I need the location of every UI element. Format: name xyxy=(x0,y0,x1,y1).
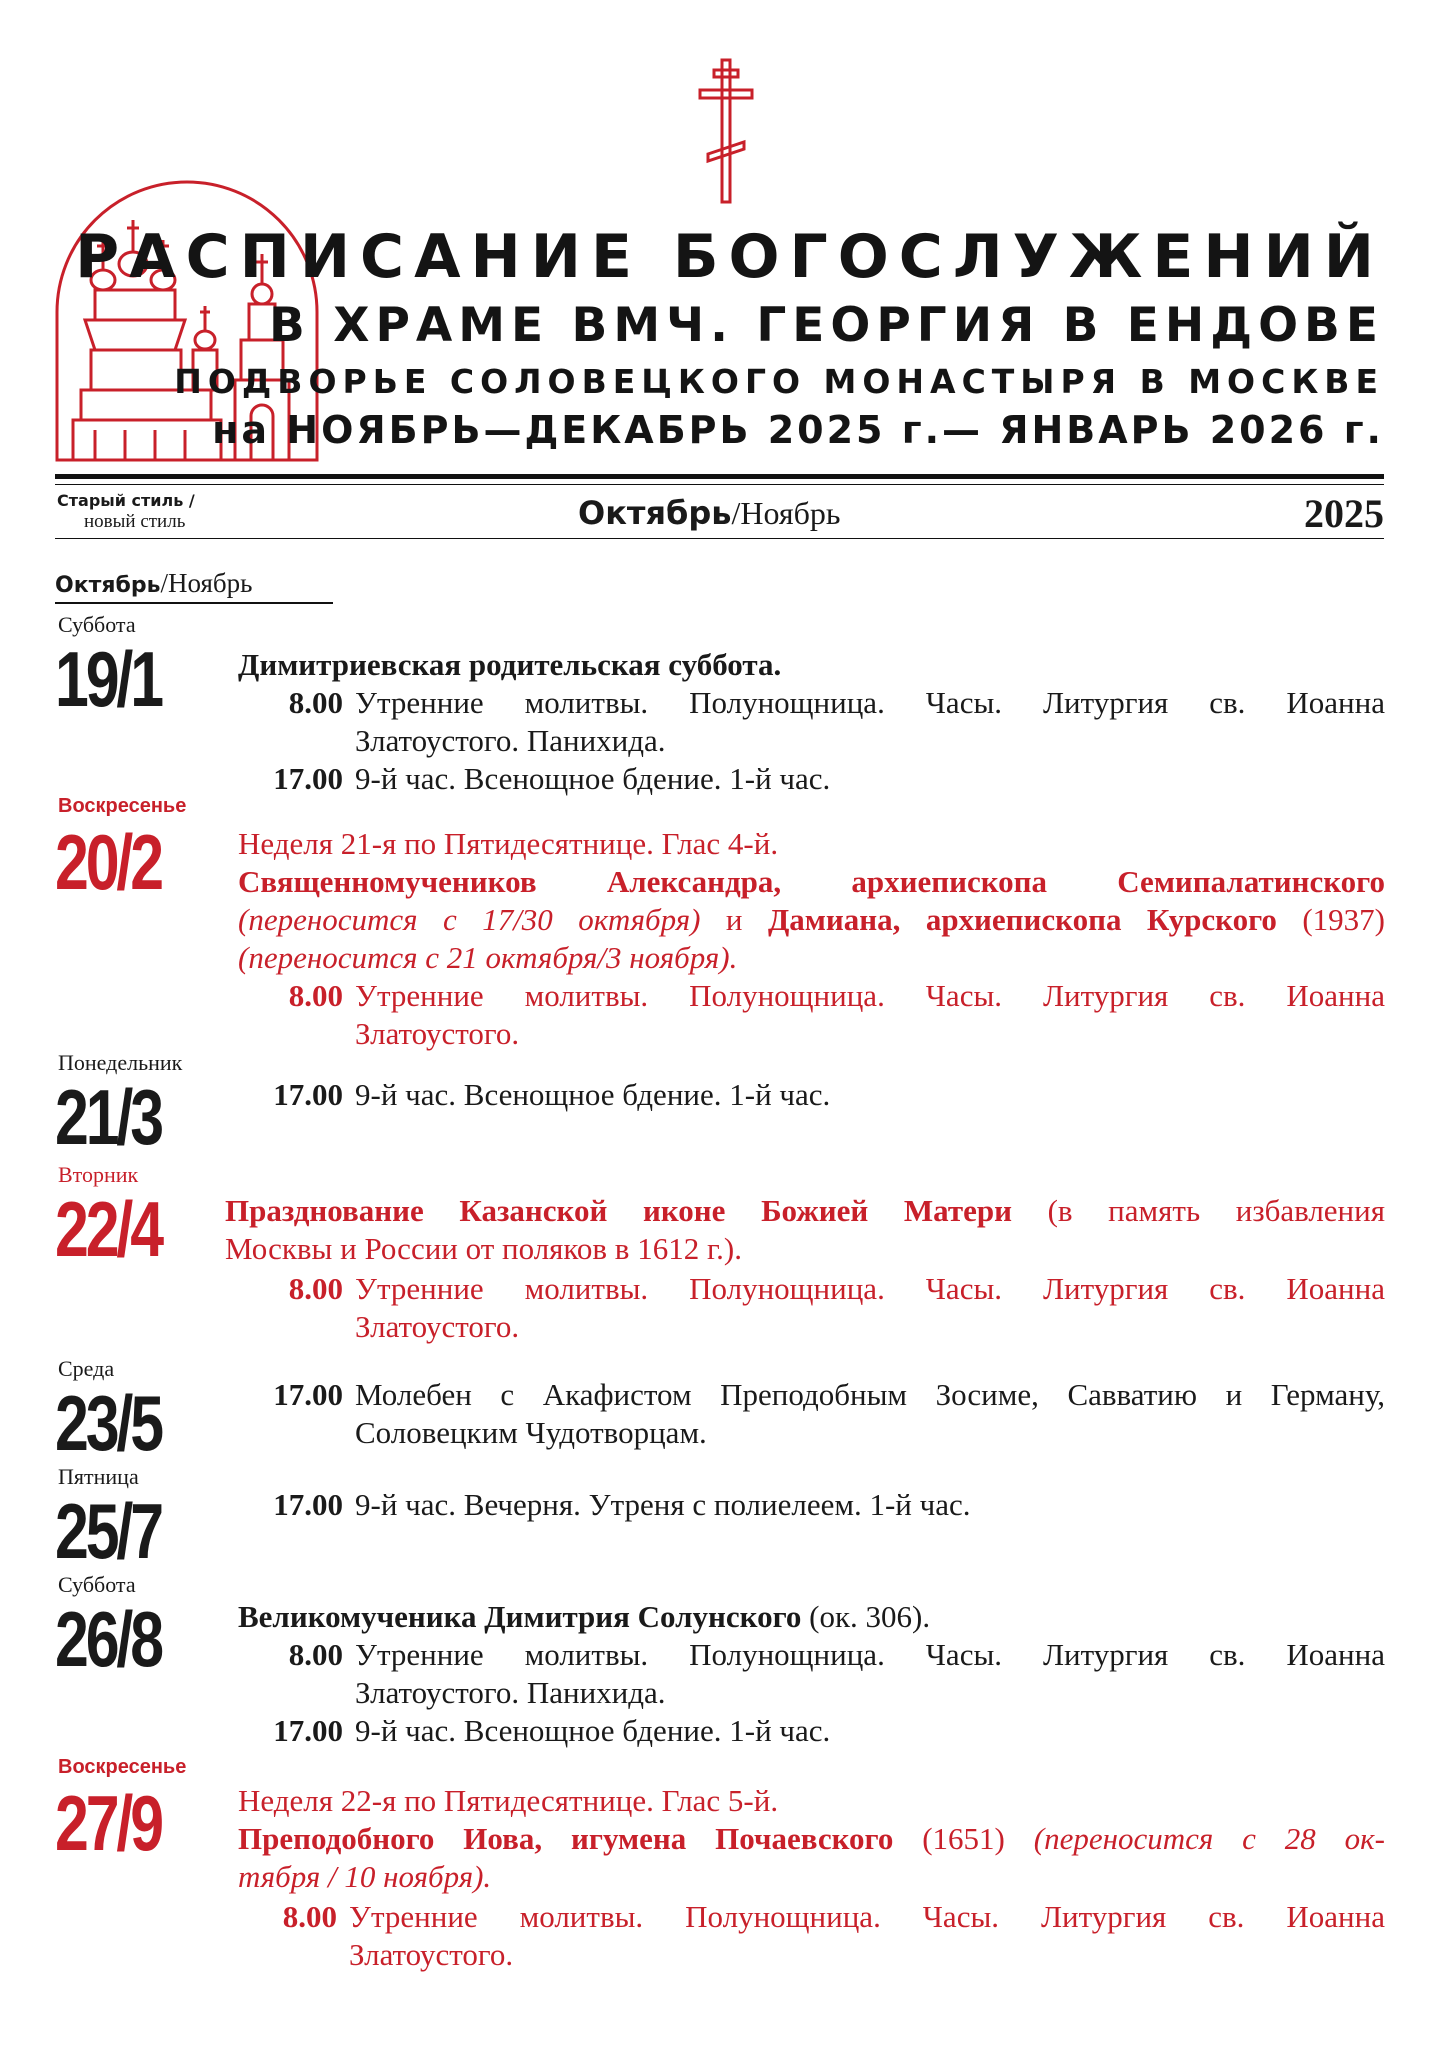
section-month xyxy=(55,568,333,604)
schedule-title: РАСПИСАНИЕ БОГОСЛУЖЕНИЙ xyxy=(75,222,1384,292)
entry-title: Великомученика Димитрия Солунского xyxy=(238,1599,802,1634)
day-name: Пятница xyxy=(58,1464,139,1489)
feast-title-2: Дамиана, архиепископа Курского xyxy=(767,902,1277,937)
date-number: 19/1 xyxy=(55,635,161,723)
day-name: Суббота xyxy=(58,1572,136,1597)
sunday-name: Неделя 21-я по Пятидесятнице. Глас 4-й. xyxy=(238,826,779,861)
section-month-old: Октябрь xyxy=(55,573,161,598)
service-text: 9-й час. Вечерня. Утреня с полиелеем. 1-й час. xyxy=(355,1487,971,1522)
service-text: Утренние молитвы. Полунощница. Часы. Литургия св. Иоанна xyxy=(355,1637,1385,1672)
service-text: Утренние молитвы. Полунощница. Часы. Литургия св. Иоанна xyxy=(355,1271,1385,1306)
service-time: 17.00 xyxy=(273,1487,343,1522)
style-old-label: Старый стиль / xyxy=(57,491,195,510)
entry-title: Димитриевская родительская суббота. xyxy=(238,647,782,682)
service-time: 8.00 xyxy=(288,978,343,1013)
service-text-cont: Златоустого. xyxy=(355,1309,520,1344)
date-number: 20/2 xyxy=(55,818,161,906)
service-text: 9-й час. Всенощное бдение. 1-й час. xyxy=(355,761,831,796)
service-time: 17.00 xyxy=(273,1713,343,1748)
header-rule-bottom xyxy=(55,538,1384,539)
entry-title-line xyxy=(238,1598,930,1636)
service-time: 8.00 xyxy=(288,1271,343,1306)
header-year: 2025 xyxy=(1304,491,1384,536)
transfer-note: (переносится с 17/30 октября) xyxy=(238,902,701,937)
feast-title: Празднование Казанской иконе Божией Матери xyxy=(225,1193,1012,1228)
service-text: Молебен с Акафистом Преподобным Зосиме, Савватию и Герману, xyxy=(355,1377,1385,1412)
service-text-cont: Златоустого. Панихида. xyxy=(355,723,666,758)
date-number: 25/7 xyxy=(55,1487,161,1575)
service-text-cont: Соловецким Чудотворцам. xyxy=(355,1415,707,1450)
header-month-new: /Ноябрь xyxy=(731,495,841,531)
date-number: 27/9 xyxy=(55,1779,161,1867)
service-time: 8.00 xyxy=(288,685,343,720)
feast-title: Преподобного Иова, игумена Почаевского xyxy=(238,1821,894,1856)
service-time: 8.00 xyxy=(288,1637,343,1672)
service-text: 9-й час. Всенощное бдение. 1-й час. xyxy=(355,1713,831,1748)
service-time: 17.00 xyxy=(273,761,343,796)
conjunction: и xyxy=(700,902,768,937)
service-text: Утренние молитвы. Полунощница. Часы. Литургия св. Иоанна xyxy=(355,685,1385,720)
feast-year: (1651) xyxy=(893,1821,1034,1856)
service-time: 17.00 xyxy=(273,1077,343,1112)
sunday-name: Неделя 22-я по Пятидесятнице. Глас 5-й. xyxy=(238,1783,779,1818)
date-number: 23/5 xyxy=(55,1379,161,1467)
section-month-new: /Ноябрь xyxy=(160,568,253,598)
calendar-style-note xyxy=(57,490,195,532)
day-name: Воскресенье xyxy=(58,1756,187,1778)
service-time: 17.00 xyxy=(273,1377,343,1412)
day-name: Вторник xyxy=(58,1162,139,1187)
header-month-old: Октябрь xyxy=(578,494,732,532)
church-name: В ХРАМЕ ВМЧ. ГЕОРГИЯ В ЕНДОВЕ xyxy=(269,298,1384,353)
service-text-cont: Златоустого. Панихида. xyxy=(355,1675,666,1710)
service-time: 8.00 xyxy=(282,1899,337,1934)
feast-year: (1937) xyxy=(1276,902,1386,937)
entry-title-note: (ок. 306). xyxy=(801,1599,931,1634)
date-number: 26/8 xyxy=(55,1595,161,1683)
header-rule-thick xyxy=(55,474,1384,479)
header-rule-thin xyxy=(55,484,1384,485)
style-new-label: новый стиль xyxy=(84,511,186,532)
day-name: Понедельник xyxy=(58,1050,183,1075)
monastery-subtitle: ПОДВОРЬЕ СОЛОВЕЦКОГО МОНАСТЫРЯ В МОСКВЕ xyxy=(174,362,1384,401)
date-number: 22/4 xyxy=(55,1185,161,1273)
transfer-note: (переносится с 28 ок- xyxy=(1033,1821,1385,1856)
feast-line xyxy=(225,1192,1385,1230)
orthodox-cross-icon xyxy=(698,58,754,204)
feast-line xyxy=(238,1820,1385,1858)
header-month xyxy=(578,494,840,532)
service-text: Утренние молитвы. Полунощница. Часы. Литургия св. Иоанна xyxy=(349,1899,1385,1934)
period-subtitle: на НОЯБРЬ—ДЕКАБРЬ 2025 г.— ЯНВАРЬ 2026 г. xyxy=(212,408,1384,452)
feast-title: Священномучеников Александра, архиепископа Семипалатинского xyxy=(238,864,1385,899)
feast-line-cont: Москвы и России от поляков в 1612 г.). xyxy=(225,1231,742,1266)
service-text: 9-й час. Всенощное бдение. 1-й час. xyxy=(355,1077,831,1112)
feast-note: (в память избавления xyxy=(1011,1193,1385,1228)
day-name: Суббота xyxy=(58,612,136,637)
service-text-cont: Златоустого. xyxy=(355,1016,520,1051)
day-name: Воскресенье xyxy=(58,795,187,817)
transfer-note: (переносится с 21 октября/3 ноября). xyxy=(238,940,738,975)
service-text-cont: Златоустого. xyxy=(349,1937,514,1972)
day-name: Среда xyxy=(58,1356,115,1381)
date-number: 21/3 xyxy=(55,1073,161,1161)
feast-line xyxy=(238,901,1385,939)
transfer-note-cont: тября / 10 ноября). xyxy=(238,1859,492,1894)
service-text: Утренние молитвы. Полунощница. Часы. Литургия св. Иоанна xyxy=(355,978,1385,1013)
